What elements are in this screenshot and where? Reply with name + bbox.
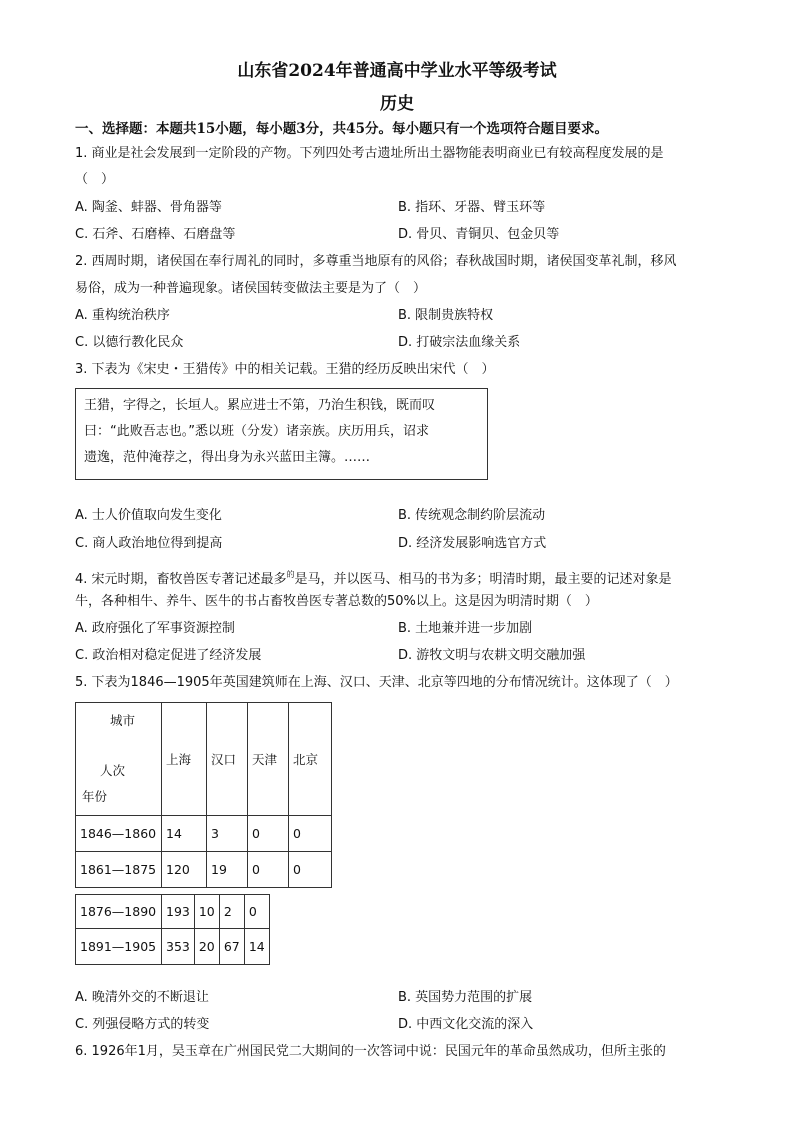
q5-row2-shanghai: 120 — [162, 852, 207, 888]
q4-stem-post: 是马，并以医马、相马的书为多；明清时期，最主要的记述对象是 — [294, 572, 672, 587]
q3-quote-box — [75, 388, 488, 480]
q5-row2-beijing: 0 — [289, 852, 332, 888]
q5-header-year: 年份 — [82, 789, 108, 804]
q5-row2-tianjin: 0 — [248, 852, 289, 888]
q2-option-b: B. 限制贵族特权 — [398, 308, 494, 323]
q4-option-b: B. 土地兼并进一步加剧 — [398, 621, 533, 636]
q5-row2-period: 1861—1875 — [76, 852, 162, 888]
q5-row3-tianjin: 2 — [219, 895, 244, 929]
q5-row4-hankou: 20 — [194, 929, 219, 965]
q5-row1-tianjin: 0 — [248, 816, 289, 852]
q5-row2-hankou: 19 — [207, 852, 248, 888]
q3-option-b: B. 传统观念制约阶层流动 — [398, 508, 546, 523]
q2-option-c: C. 以德行教化民众 — [75, 335, 184, 350]
q5-header-hankou: 汉口 — [207, 703, 248, 816]
q5-header-beijing: 北京 — [289, 703, 332, 816]
q5-header-city: 城市 — [110, 713, 136, 728]
q6-stem-line1: 6. 1926年1月，吴玉章在广州国民党二大期间的一次答词中说：民国元年的革命虽然成功，但所主张的 — [75, 1044, 666, 1059]
q5-option-a: A. 晚清外交的不断退让 — [75, 990, 209, 1005]
q4-stem-pre: 4. 宋元时期，畜牧兽医专著记述最多 — [75, 572, 287, 587]
q5-option-b: B. 英国势力范围的扩展 — [398, 990, 533, 1005]
q5-table-top — [75, 702, 332, 888]
q5-row4-tianjin: 67 — [219, 929, 244, 965]
q5-table-bottom — [75, 894, 270, 965]
q2-option-d: D. 打破宗法血缘关系 — [398, 335, 521, 350]
q4-option-d: D. 游牧文明与农耕文明交融加强 — [398, 648, 586, 663]
table-row — [76, 929, 270, 965]
q5-row1-beijing: 0 — [289, 816, 332, 852]
q5-row4-period: 1891—1905 — [76, 929, 162, 965]
q2-stem-line1: 2. 西周时期，诸侯国在奉行周礼的同时，多尊重当地原有的风俗；春秋战国时期，诸侯国变革礼制，移风 — [75, 254, 677, 269]
q3-quote-line1: 王猎，字得之，长垣人。累应进士不第，乃治生积钱，既而叹 — [84, 398, 436, 413]
table-row — [76, 895, 270, 929]
q2-option-a: A. 重构统治秩序 — [75, 308, 170, 323]
q5-row3-beijing: 0 — [244, 895, 269, 929]
q5-row1-hankou: 3 — [207, 816, 248, 852]
exam-title: 山东省2024年普通高中学业水平等级考试 — [237, 61, 557, 81]
q3-quote-line2: 曰：“此败吾志也。”悉以班（分发）诸亲族。庆历用兵，诏求 — [84, 424, 429, 439]
q4-option-c: C. 政治相对稳定促进了经济发展 — [75, 648, 262, 663]
section-heading: 一、选择题：本题共15小题，每小题3分，共45分。每小题只有一个选项符合题目要求。 — [75, 121, 608, 137]
q1-option-b: B. 指环、牙器、臂玉环等 — [398, 200, 546, 215]
q5-row1-shanghai: 14 — [162, 816, 207, 852]
q5-stem: 5. 下表为1846—1905年英国建筑师在上海、汉口、天津、北京等四地的分布情况统计。这体现了（ ） — [75, 675, 678, 690]
q1-option-c: C. 石斧、石磨棒、石磨盘等 — [75, 227, 236, 242]
q3-option-c: C. 商人政治地位得到提高 — [75, 536, 223, 551]
q3-option-d: D. 经济发展影响选官方式 — [398, 536, 547, 551]
q5-row3-period: 1876—1890 — [76, 895, 162, 929]
q5-option-d: D. 中西文化交流的深入 — [398, 1017, 534, 1032]
table-row — [76, 852, 332, 888]
q5-row4-beijing: 14 — [244, 929, 269, 965]
q5-header-shanghai: 上海 — [162, 703, 207, 816]
q5-row3-hankou: 10 — [194, 895, 219, 929]
q1-stem-line1: 1. 商业是社会发展到一定阶段的产物。下列四处考古遗址所出土器物能表明商业已有较高程度发展的是 — [75, 146, 664, 161]
q1-option-d: D. 骨贝、青铜贝、包金贝等 — [398, 227, 560, 242]
q5-header-corner — [76, 703, 162, 816]
q3-stem: 3. 下表为《宋史・王猎传》中的相关记载。王猎的经历反映出宋代（ ） — [75, 362, 495, 377]
q5-header-count: 人次 — [100, 763, 126, 778]
q3-option-a: A. 士人价值取向发生变化 — [75, 508, 222, 523]
table-row — [76, 816, 332, 852]
q5-row4-shanghai: 353 — [162, 929, 195, 965]
q1-option-a: A. 陶釜、蚌器、骨角器等 — [75, 200, 222, 215]
q5-option-c: C. 列强侵略方式的转变 — [75, 1017, 210, 1032]
subject-title: 历史 — [380, 94, 414, 114]
q4-stem-line1 — [75, 566, 672, 589]
q3-quote-line3: 遗逸，范仲淹荐之，得出身为永兴蓝田主簿。…… — [84, 450, 371, 465]
q5-row3-shanghai: 193 — [162, 895, 195, 929]
q2-stem-line2: 易俗，成为一种普遍现象。诸侯国转变做法主要是为了（ ） — [75, 281, 427, 296]
q4-stem-sup: 的 — [286, 570, 295, 579]
q5-row1-period: 1846—1860 — [76, 816, 162, 852]
q1-stem-line2: （ ） — [75, 172, 115, 187]
q4-option-a: A. 政府强化了军事资源控制 — [75, 621, 235, 636]
q5-header-tianjin: 天津 — [248, 703, 289, 816]
q4-stem-line2: 牛，各种相牛、养牛、医牛的书占畜牧兽医专著总数的50%以上。这是因为明清时期（ ） — [75, 594, 598, 609]
